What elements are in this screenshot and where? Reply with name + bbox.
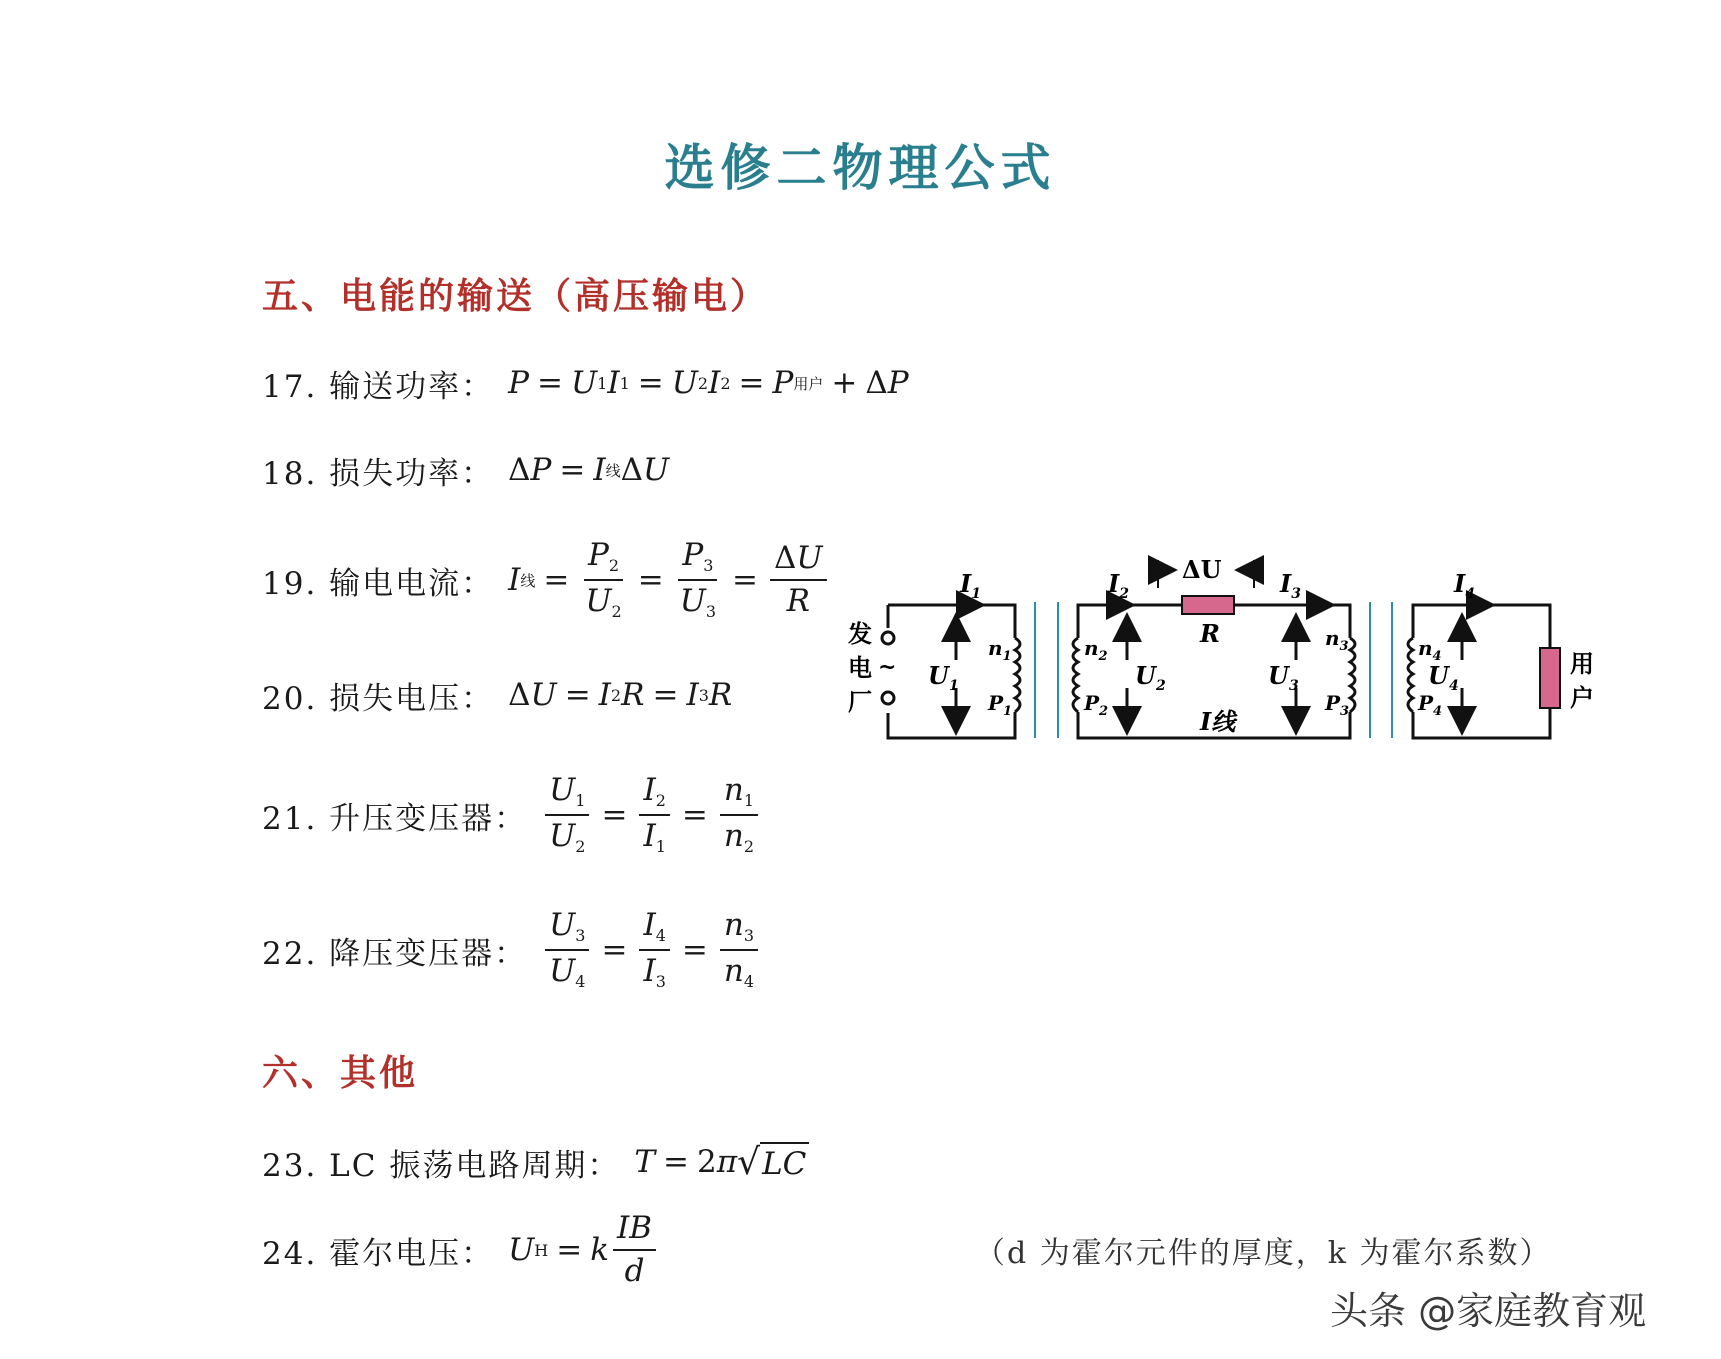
tilde-symbol: ~: [878, 654, 897, 680]
coil-n2: [1073, 638, 1078, 712]
formula-22-expression: $\frac{U_3}{U_4}$ = $\frac{I_4}{I_3}$ = $\frac{n_3}{n_4}$: [541, 909, 762, 991]
formula-22: [262, 895, 762, 1005]
formula-17-label: 17. 输送功率：: [262, 368, 495, 405]
formula-23-expression: T = 2 π √ LC: [634, 1142, 809, 1183]
formula-20: [262, 640, 732, 750]
formula-23-label: 23. LC 振荡电路周期：: [262, 1147, 621, 1184]
plant-label-2: 电: [848, 653, 872, 682]
section-heading-power-transmission: 五、电能的输送（高压输电）: [262, 276, 770, 317]
svg-text:I4: $I_4$: [1454, 569, 1475, 602]
svg-text:U3: $U_3$: [1268, 661, 1299, 694]
line-resistor: [1182, 596, 1234, 614]
subscript-user: 用户: [793, 374, 824, 393]
formula-22-label: 22. 降压变压器：: [262, 935, 528, 972]
plant-label-1: 发: [848, 619, 872, 648]
page-title: 选修二物理公式: [664, 139, 1057, 197]
watermark: 头条 @家庭教育观: [1330, 1289, 1647, 1333]
generator-terminal-top: [882, 632, 894, 644]
formula-20-label: 20. 损失电压：: [262, 680, 495, 717]
svg-text:P1: $P_1$: [988, 691, 1013, 719]
svg-text:n4: $n_4$: [1418, 636, 1442, 664]
svg-text:n3: $n_3$: [1325, 626, 1349, 654]
coil-n4: [1408, 638, 1413, 712]
resistor-label: R: [1200, 619, 1220, 648]
svg-text:P2: $P_2$: [1084, 691, 1109, 719]
formula-20-expression: Δ U = I 2 R = I 3 R: [508, 677, 733, 713]
formula-24-label: 24. 霍尔电压：: [262, 1235, 495, 1272]
formula-19-expression: I 线 = $\frac{P_2}{U_2}$ = $\frac{P_3}{U_3}$ = $\frac{\Delta U}{R}$: [508, 539, 830, 621]
svg-text:U4: $U_4$: [1428, 661, 1459, 694]
formula-18-expression: Δ P = I 线 Δ U: [508, 452, 670, 488]
svg-text:n1: $n_1$: [988, 636, 1012, 664]
formula-19-label: 19. 输电电流：: [262, 565, 495, 602]
svg-text:P4: $P_4$: [1418, 691, 1443, 719]
coil-n1: [1015, 638, 1020, 712]
wire-generator-top: [888, 605, 1015, 638]
section-heading-others: 六、其他: [262, 1053, 419, 1094]
user-load: [1540, 648, 1560, 708]
formula-24-expression: U H = k $\frac{IB}{d}$: [508, 1212, 660, 1287]
svg-text:U2: $U_2$: [1135, 661, 1166, 694]
wire-user-top: [1413, 605, 1550, 648]
svg-text:I2: $I_2$: [1108, 569, 1129, 602]
user-label-1: 用: [1570, 649, 1594, 678]
formula-18: [262, 415, 669, 525]
formula-18-label: 18. 损失功率：: [262, 455, 495, 492]
svg-text:I3: $I_3$: [1280, 569, 1301, 602]
formula-17-expression: P = U 1 I 1 = U 2 I 2 = P 用户 + Δ P: [508, 365, 909, 401]
subscript-line: 线: [605, 461, 621, 480]
formula-21-label: 21. 升压变压器：: [262, 800, 528, 837]
hall-note: （d 为霍尔元件的厚度，k 为霍尔系数）: [975, 1236, 1552, 1271]
wire-generator-bottom: [888, 712, 1015, 738]
plant-label-3: 厂: [848, 687, 872, 716]
svg-text:P3: $P_3$: [1325, 691, 1350, 719]
formula-21: [262, 760, 762, 870]
line-current-label: I线: [1200, 707, 1236, 736]
delta-u-label: ΔU: [1182, 555, 1222, 584]
svg-text:I1: $I_1$: [960, 569, 981, 602]
formula-19: [262, 525, 831, 635]
generator-terminal-bottom: [882, 692, 894, 704]
svg-text:n2: $n_2$: [1084, 636, 1108, 664]
coil-n3: [1350, 638, 1355, 712]
user-label-2: 户: [1570, 683, 1594, 712]
subscript-line: 线: [520, 571, 536, 590]
svg-text:U1: $U_1$: [928, 661, 959, 694]
formula-21-expression: $\frac{U_1}{U_2}$ = $\frac{I_2}{I_1}$ = $\frac{n_1}{n_2}$: [541, 774, 762, 856]
transmission-circuit-diagram: [830, 555, 1594, 800]
formula-24: [262, 1195, 660, 1305]
